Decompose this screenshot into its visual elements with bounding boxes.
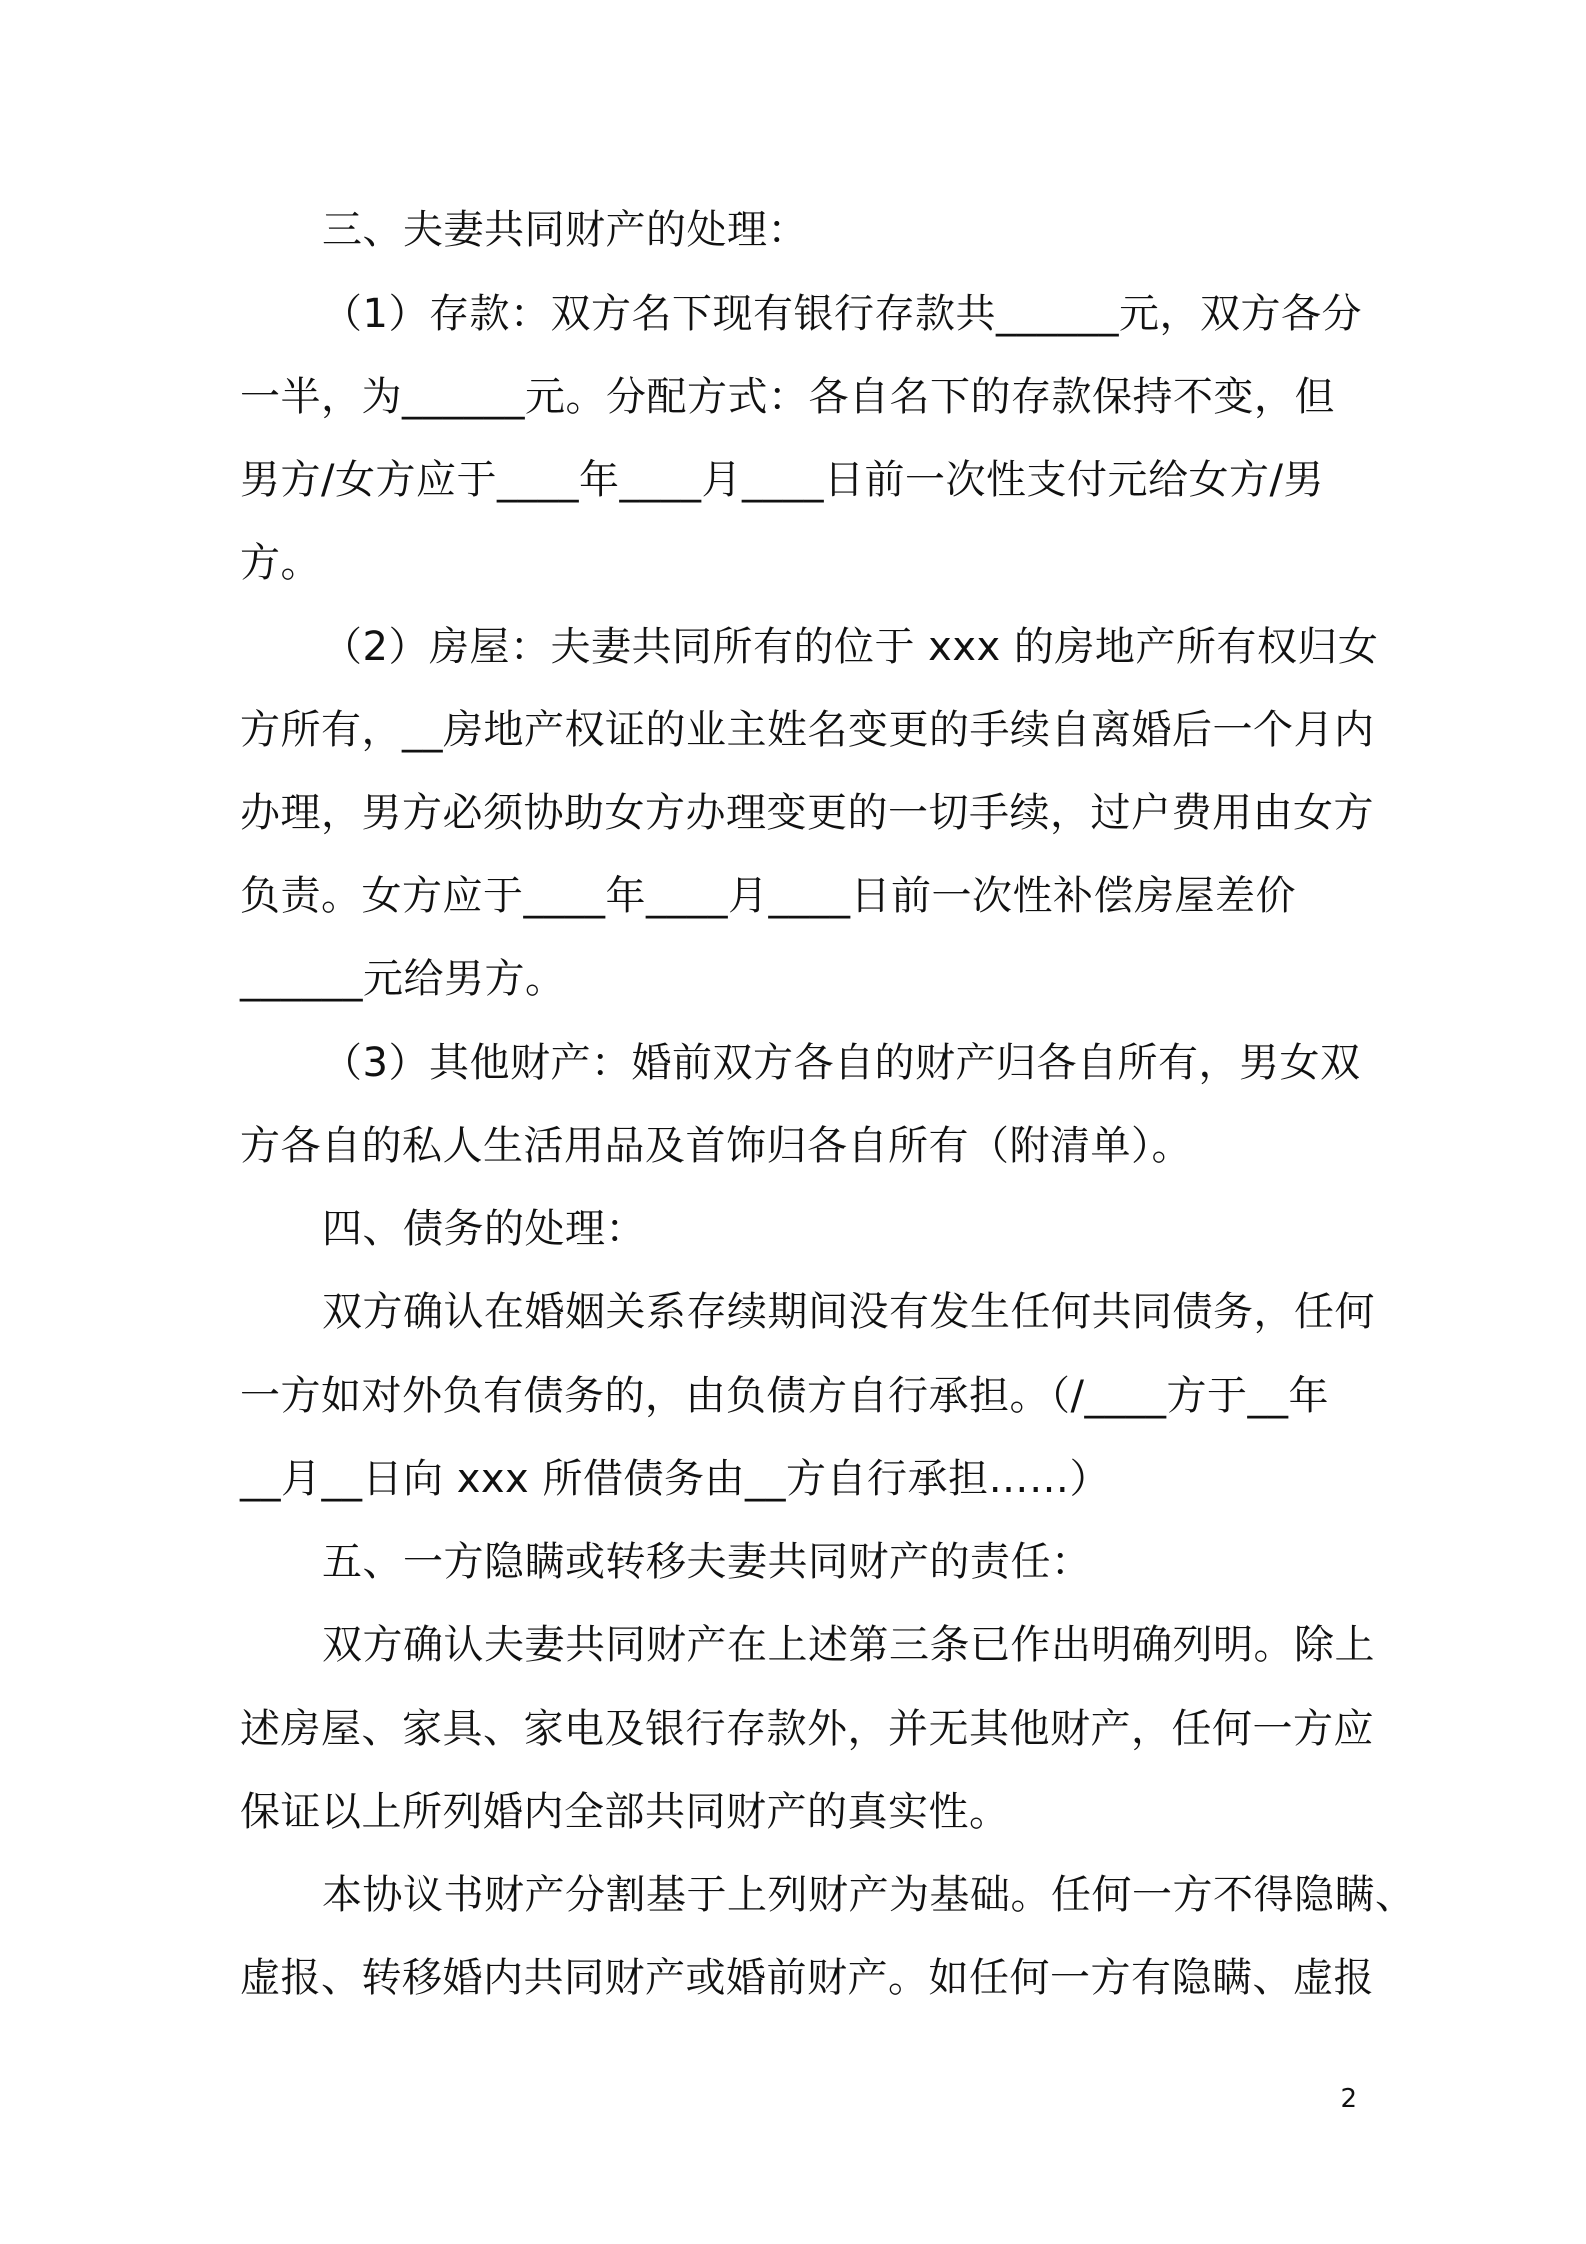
text-line: 本协议书财产分割基于上列财产为基础。任何一方不得隐瞒、 (322, 1872, 1416, 1918)
text-line: 一半，为______元。分配方式：各自名下的存款保持不变，但 (240, 374, 1335, 420)
text-line: （2）房屋：夫妻共同所有的位于 xxx 的房地产所有权归女 (322, 624, 1379, 670)
text-line: 虚报、转移婚内共同财产或婚前财产。如任何一方有隐瞒、虚报 (240, 1955, 1374, 2001)
text-line: 办理，男方必须协助女方办理变更的一切手续，过户费用由女方 (240, 790, 1374, 836)
text-line: 述房屋、家具、家电及银行存款外，并无其他财产，任何一方应 (240, 1706, 1374, 1752)
text-line: 保证以上所列婚内全部共同财产的真实性。 (240, 1789, 1010, 1835)
text-line: 方所有，__房地产权证的业主姓名变更的手续自离婚后一个月内 (240, 707, 1375, 753)
section-heading-4: 四、债务的处理： (322, 1206, 646, 1252)
section-heading-3: 三、夫妻共同财产的处理： (322, 207, 808, 253)
text-line: （3）其他财产：婚前双方各自的财产归各自所有，男女双 (322, 1040, 1361, 1086)
page-number: 2 (1340, 2084, 1357, 2114)
text-line: 一方如对外负有债务的，由负债方自行承担。（/____方于__年 (240, 1373, 1329, 1419)
text-line: __月__日向 xxx 所借债务由__方自行承担……） (240, 1456, 1110, 1502)
text-line: （1）存款：双方名下现有银行存款共______元，双方各分 (322, 291, 1362, 337)
text-line: 方。 (240, 540, 321, 586)
text-line: 双方确认夫妻共同财产在上述第三条已作出明确列明。除上 (322, 1622, 1375, 1668)
text-line: 方各自的私人生活用品及首饰归各自所有（附清单）。 (240, 1123, 1192, 1169)
text-line: ______元给男方。 (240, 956, 566, 1002)
text-line: 男方/女方应于____年____月____日前一次性支付元给女方/男 (240, 457, 1324, 503)
text-line: 负责。女方应于____年____月____日前一次性补偿房屋差价 (240, 873, 1296, 919)
text-line: 双方确认在婚姻关系存续期间没有发生任何共同债务，任何 (322, 1289, 1375, 1335)
section-heading-5: 五、一方隐瞒或转移夫妻共同财产的责任： (322, 1539, 1092, 1585)
